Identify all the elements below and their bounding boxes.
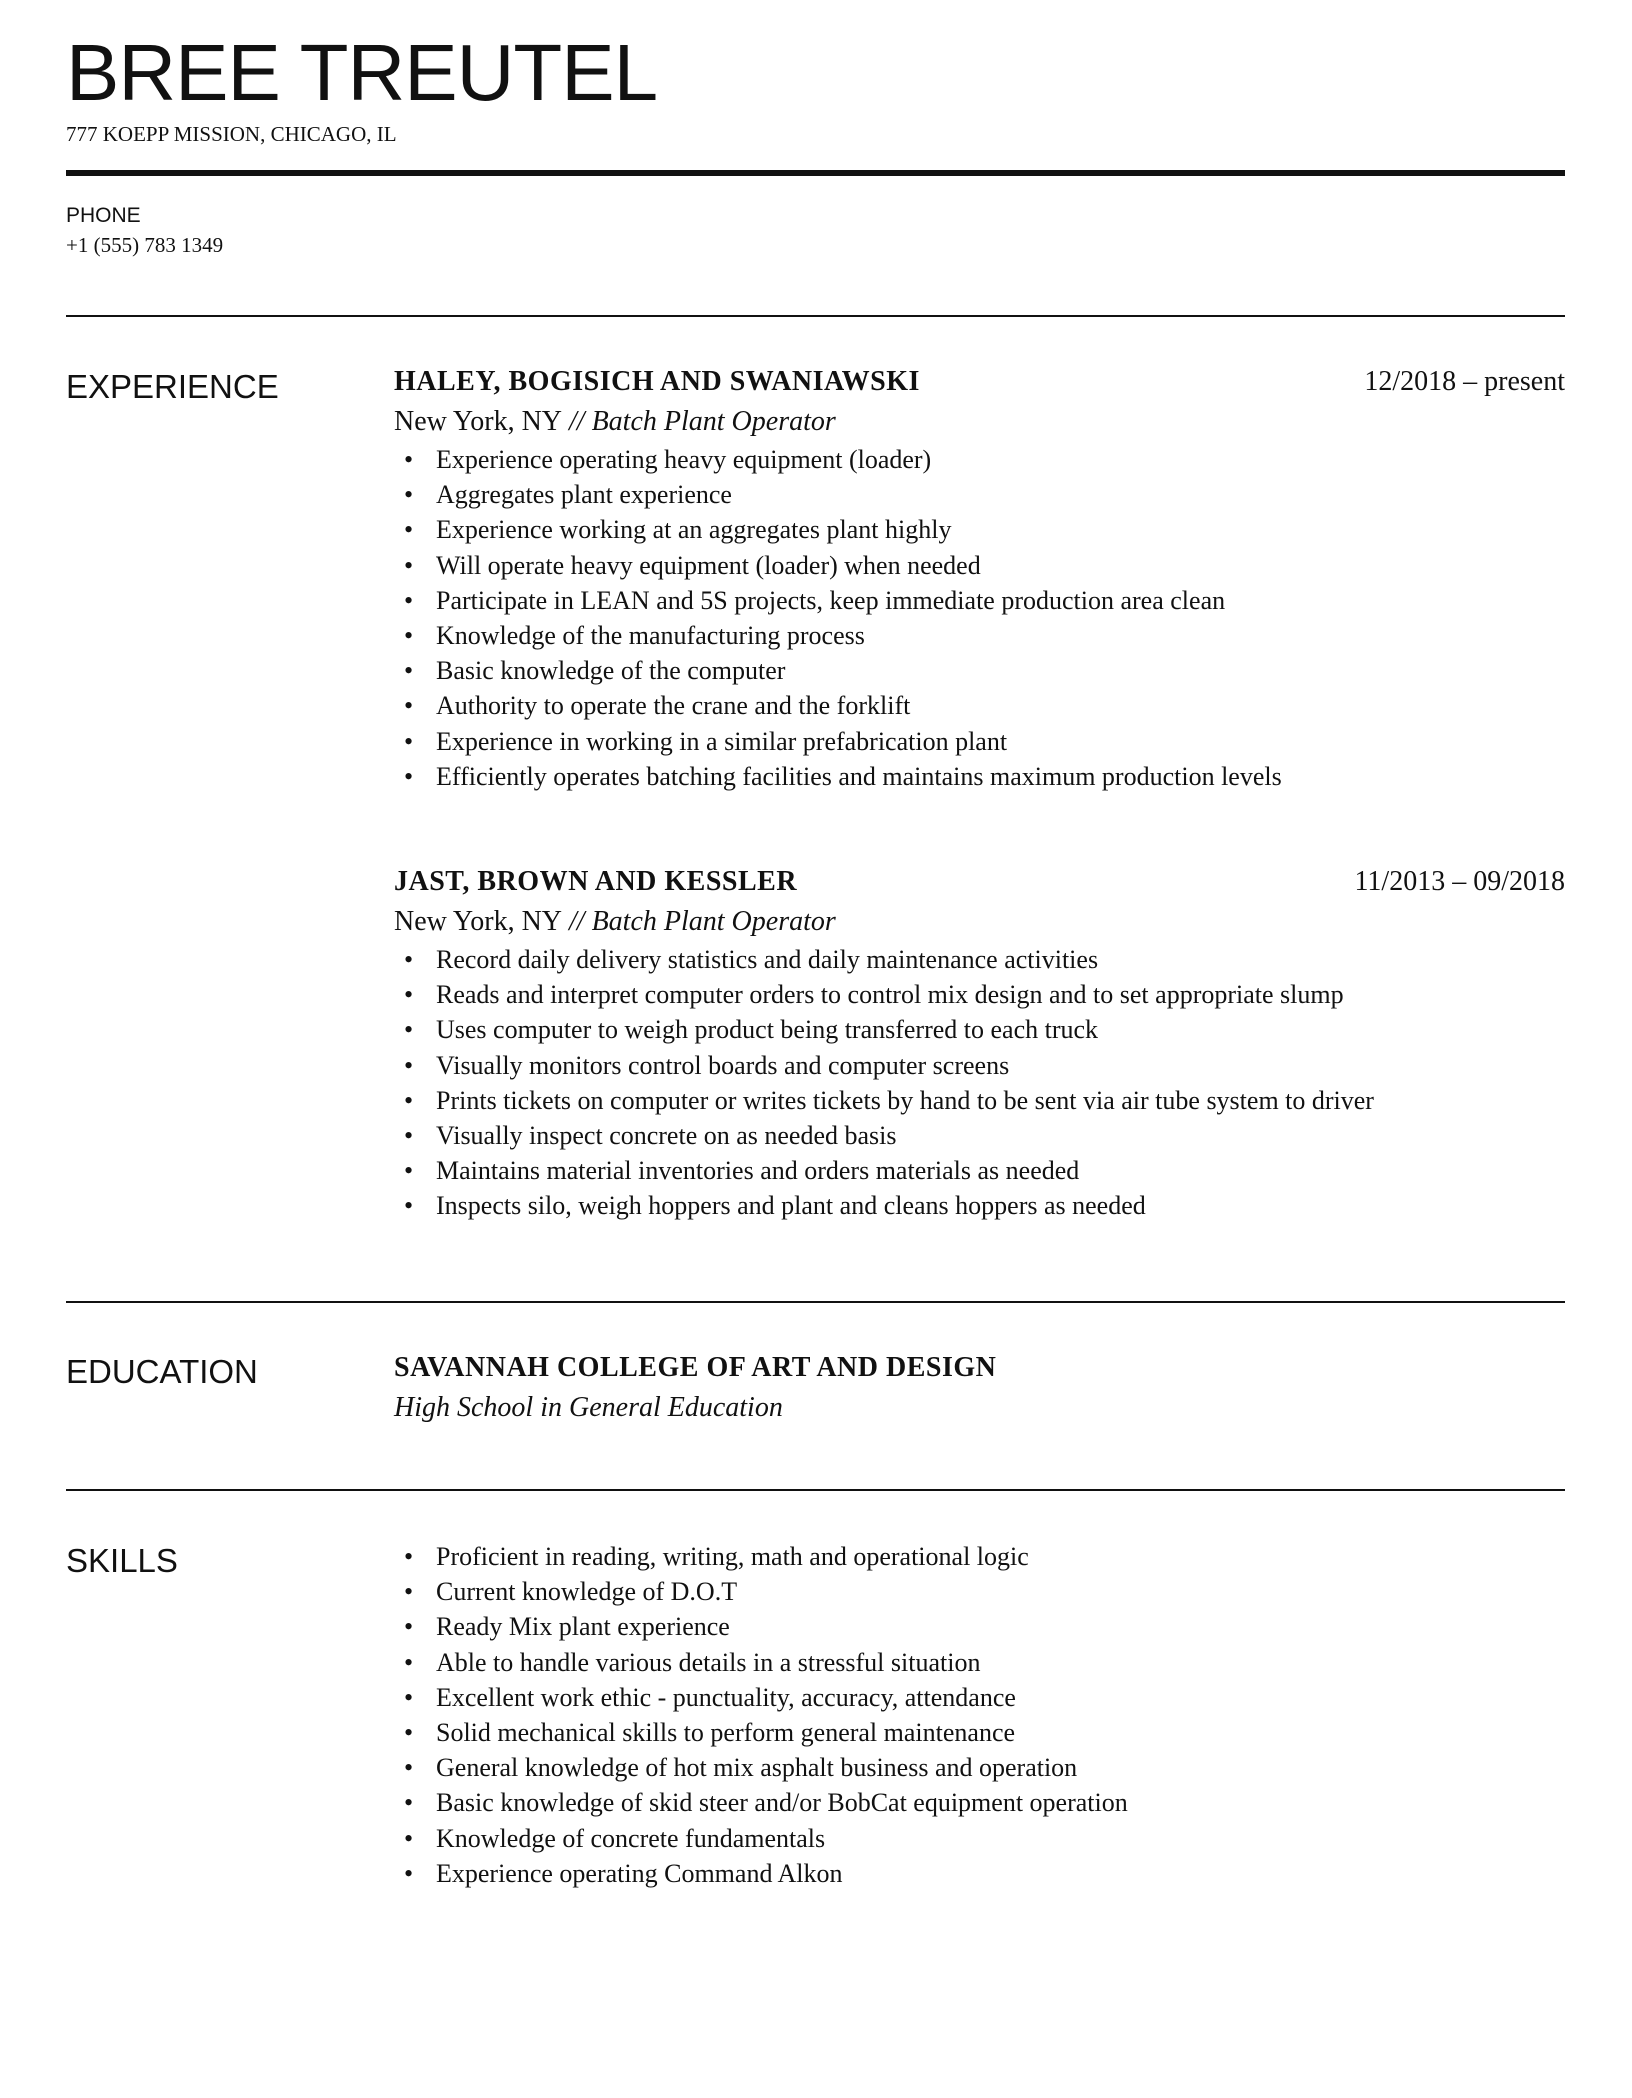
- list-item: • Efficiently operates batching facilities and maintains maximum production levels: [436, 759, 1565, 794]
- experience-section-title: EXPERIENCE: [66, 368, 279, 405]
- list-item: • Proficient in reading, writing, math and operational logic: [436, 1539, 1565, 1574]
- phone-value: +1 (555) 783 1349: [66, 233, 224, 257]
- job-separator: //: [562, 406, 592, 437]
- education-entry: [394, 1348, 1565, 1428]
- list-item: • Basic knowledge of skid steer and/or BobCat equipment operation: [436, 1785, 1565, 1820]
- header-divider: [66, 170, 1565, 176]
- job-company: JAST, BROWN AND KESSLER: [394, 866, 798, 897]
- list-item: • Knowledge of concrete fundamentals: [436, 1821, 1565, 1856]
- list-item: • Record daily delivery statistics and daily maintenance activities: [436, 942, 1565, 977]
- job-title: Batch Plant Operator: [591, 906, 836, 937]
- list-item: • Solid mechanical skills to perform general maintenance: [436, 1715, 1565, 1750]
- list-item: • Ready Mix plant experience: [436, 1609, 1565, 1644]
- list-item: • Experience working at an aggregates plant highly: [436, 512, 1565, 547]
- list-item: • Experience operating Command Alkon: [436, 1856, 1565, 1891]
- list-item: • Experience in working in a similar prefabrication plant: [436, 724, 1565, 759]
- list-item: • Reads and interpret computer orders to control mix design and to set appropriate slump: [436, 977, 1565, 1012]
- job-title: Batch Plant Operator: [591, 406, 836, 437]
- section-divider: [66, 315, 1565, 317]
- list-item: • Visually inspect concrete on as needed basis: [436, 1118, 1565, 1153]
- skills-list: [394, 1539, 1565, 1891]
- degree: High School in General Education: [394, 1392, 783, 1423]
- section-divider: [66, 1489, 1565, 1491]
- list-item: • Aggregates plant experience: [436, 477, 1565, 512]
- list-item: • Authority to operate the crane and the forklift: [436, 688, 1565, 723]
- job-separator: //: [562, 906, 592, 937]
- job-entry: [394, 362, 1565, 794]
- education-section-title: EDUCATION: [66, 1353, 258, 1390]
- job-duties-list: [394, 942, 1565, 1224]
- list-item: • Will operate heavy equipment (loader) when needed: [436, 548, 1565, 583]
- list-item: • Uses computer to weigh product being transferred to each truck: [436, 1012, 1565, 1047]
- candidate-address: 777 KOEPP MISSION, CHICAGO, IL: [66, 122, 397, 146]
- candidate-name: BREE TREUTEL: [66, 28, 658, 117]
- list-item: • Visually monitors control boards and computer screens: [436, 1048, 1565, 1083]
- list-item: • Prints tickets on computer or writes tickets by hand to be sent via air tube system to driver: [436, 1083, 1565, 1118]
- list-item: • Knowledge of the manufacturing process: [436, 618, 1565, 653]
- list-item: • Participate in LEAN and 5S projects, keep immediate production area clean: [436, 583, 1565, 618]
- list-item: • Inspects silo, weigh hoppers and plant and cleans hoppers as needed: [436, 1188, 1565, 1223]
- school-name: SAVANNAH COLLEGE OF ART AND DESIGN: [394, 1352, 997, 1383]
- list-item: • Able to handle various details in a stressful situation: [436, 1645, 1565, 1680]
- job-location: New York, NY: [394, 406, 563, 437]
- skills-section-title: SKILLS: [66, 1542, 178, 1579]
- job-dates: 12/2018 – present: [1364, 366, 1565, 397]
- list-item: • Current knowledge of D.O.T: [436, 1574, 1565, 1609]
- job-duties-list: [394, 442, 1565, 794]
- job-entry: [394, 862, 1565, 1224]
- list-item: • Maintains material inventories and orders materials as needed: [436, 1153, 1565, 1188]
- job-location: New York, NY: [394, 906, 563, 937]
- list-item: • Basic knowledge of the computer: [436, 653, 1565, 688]
- list-item: • Excellent work ethic - punctuality, accuracy, attendance: [436, 1680, 1565, 1715]
- list-item: • General knowledge of hot mix asphalt business and operation: [436, 1750, 1565, 1785]
- phone-label: PHONE: [66, 204, 141, 227]
- skills-entry: [394, 1539, 1565, 1891]
- job-company: HALEY, BOGISICH AND SWANIAWSKI: [394, 366, 920, 397]
- job-dates: 11/2013 – 09/2018: [1354, 866, 1565, 897]
- section-divider: [66, 1301, 1565, 1303]
- list-item: • Experience operating heavy equipment (loader): [436, 442, 1565, 477]
